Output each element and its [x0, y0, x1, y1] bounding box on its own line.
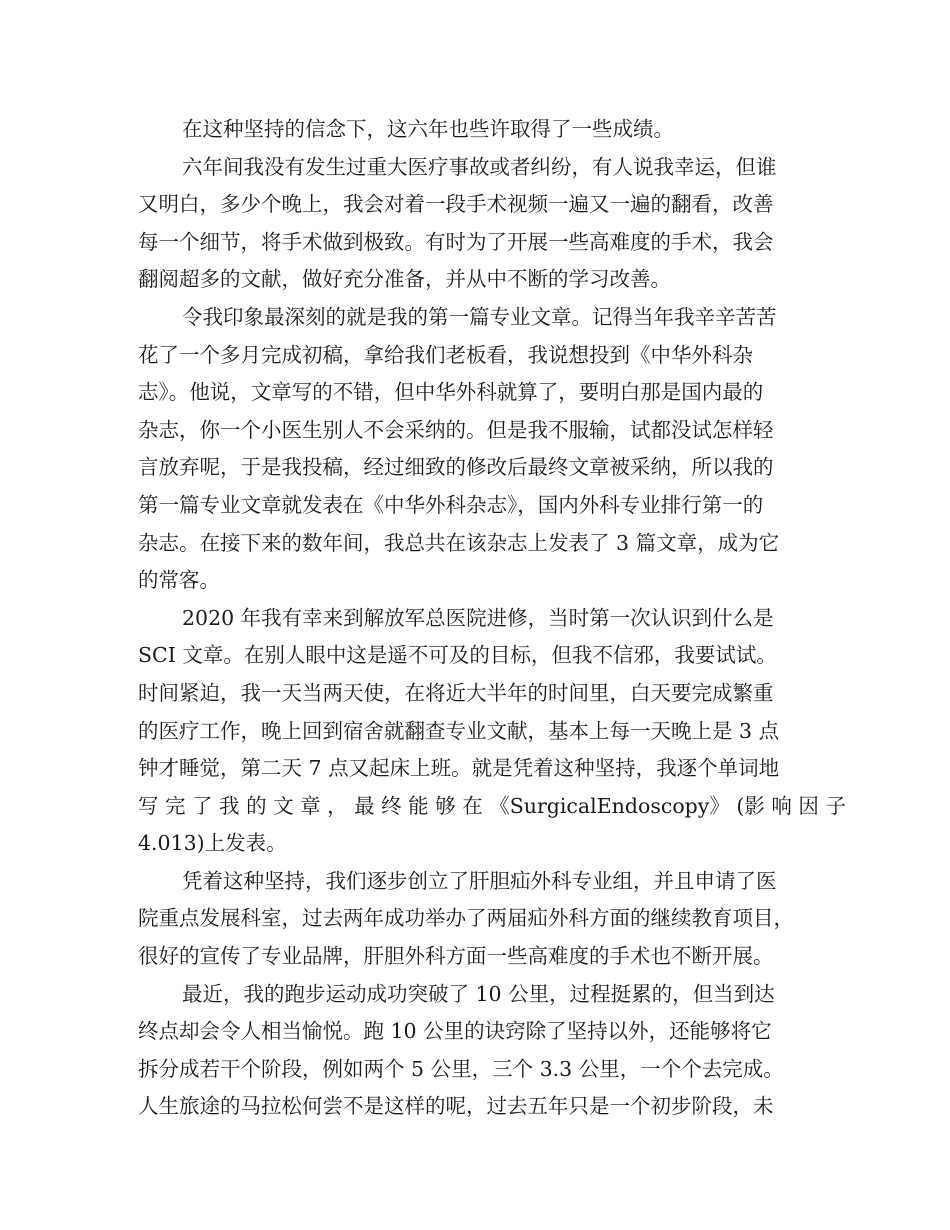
paragraph-6-line-4: 人生旅途的马拉松何尝不是这样的呢，过去五年只是一个初步阶段，未 [138, 1094, 774, 1119]
paragraph-4-line-7: 4.013)上发表。 [138, 831, 287, 856]
paragraph-3-line-4: 杂志，你一个小医生别人不会采纳的。但是我不服输，试都没试怎样轻 [138, 417, 774, 442]
paragraph-2-line-1: 六年间我没有发生过重大医疗事故或者纠纷，有人说我幸运，但谁 [182, 154, 777, 179]
paragraph-6-line-2: 终点却会令人相当愉悦。跑 10 公里的诀窍除了坚持以外，还能够将它 [138, 1019, 772, 1044]
paragraph-6-line-1: 最近，我的跑步运动成功突破了 10 公里，过程挺累的，但当到达 [182, 981, 775, 1006]
paragraph-3-line-3: 志》。他说，文章写的不错，但中华外科就算了，要明白那是国内最的 [138, 380, 764, 405]
paragraph-5-line-3: 很好的宣传了专业品牌，肝胆外科方面一些高难度的手术也不断开展。 [138, 944, 774, 969]
paragraph-5-line-1: 凭着这种坚持，我们逐步创立了肝胆疝外科专业组，并且申请了医 [182, 868, 777, 893]
paragraph-2-line-2: 又明白，多少个晚上，我会对着一段手术视频一遍又一遍的翻看，改善 [138, 192, 774, 217]
paragraph-1-line-1: 在这种坚持的信念下，这六年也些许取得了一些成绩。 [182, 117, 674, 141]
paragraph-3-line-5: 言放弃呢，于是我投稿，经过细致的修改后最终文章被采纳，所以我的 [138, 455, 774, 480]
paragraph-4-line-2: SCI 文章。在别人眼中这是遥不可及的目标，但我不信邪，我要试试。 [138, 643, 777, 668]
paragraph-3-line-2: 花了一个多月完成初稿，拿给我们老板看，我说想投到《中华外科杂 [138, 342, 753, 367]
paragraph-3-line-1: 令我印象最深刻的就是我的第一篇专业文章。记得当年我辛辛苦苦 [182, 304, 777, 329]
paragraph-4-line-6: 写 完 了 我 的 文 章 ， 最 终 能 够 在 《SurgicalEndoscopy》 (影 响 因 子 [138, 793, 846, 818]
paragraph-3-line-6: 第一篇专业文章就发表在《中华外科杂志》，国内外科专业排行第一的 [138, 492, 764, 517]
paragraph-4-line-3: 时间紧迫，我一天当两天使，在将近大半年的时间里，白天要完成繁重 [138, 680, 774, 705]
paragraph-4-line-5: 钟才睡觉，第二天 7 点又起床上班。就是凭着这种坚持，我逐个单词地 [138, 756, 780, 781]
paragraph-3-line-7: 杂志。在接下来的数年间，我总共在该杂志上发表了 3 篇文章，成为它 [138, 530, 780, 555]
paragraph-2-line-4: 翻阅超多的文献，做好充分准备，并从中不断的学习改善。 [138, 267, 671, 292]
paragraph-2-line-3: 每一个细节，将手术做到极致。有时为了开展一些高难度的手术，我会 [138, 229, 774, 254]
body-text [138, 111, 846, 1126]
paragraph-3-line-8: 的常客。 [138, 568, 220, 593]
paragraph-6-line-3: 拆分成若干个阶段，例如两个 5 公里，三个 3.3 公里，一个个去完成。 [138, 1056, 784, 1081]
paragraph-5-line-2: 院重点发展科室，过去两年成功举办了两届疝外科方面的继续教育项目， [138, 906, 794, 931]
paragraph-4-line-4: 的医疗工作，晚上回到宿舍就翻查专业文献，基本上每一天晚上是 3 点 [138, 718, 780, 743]
paragraph-4-line-1: 2020 年我有幸来到解放军总医院进修，当时第一次认识到什么是 [182, 605, 774, 630]
